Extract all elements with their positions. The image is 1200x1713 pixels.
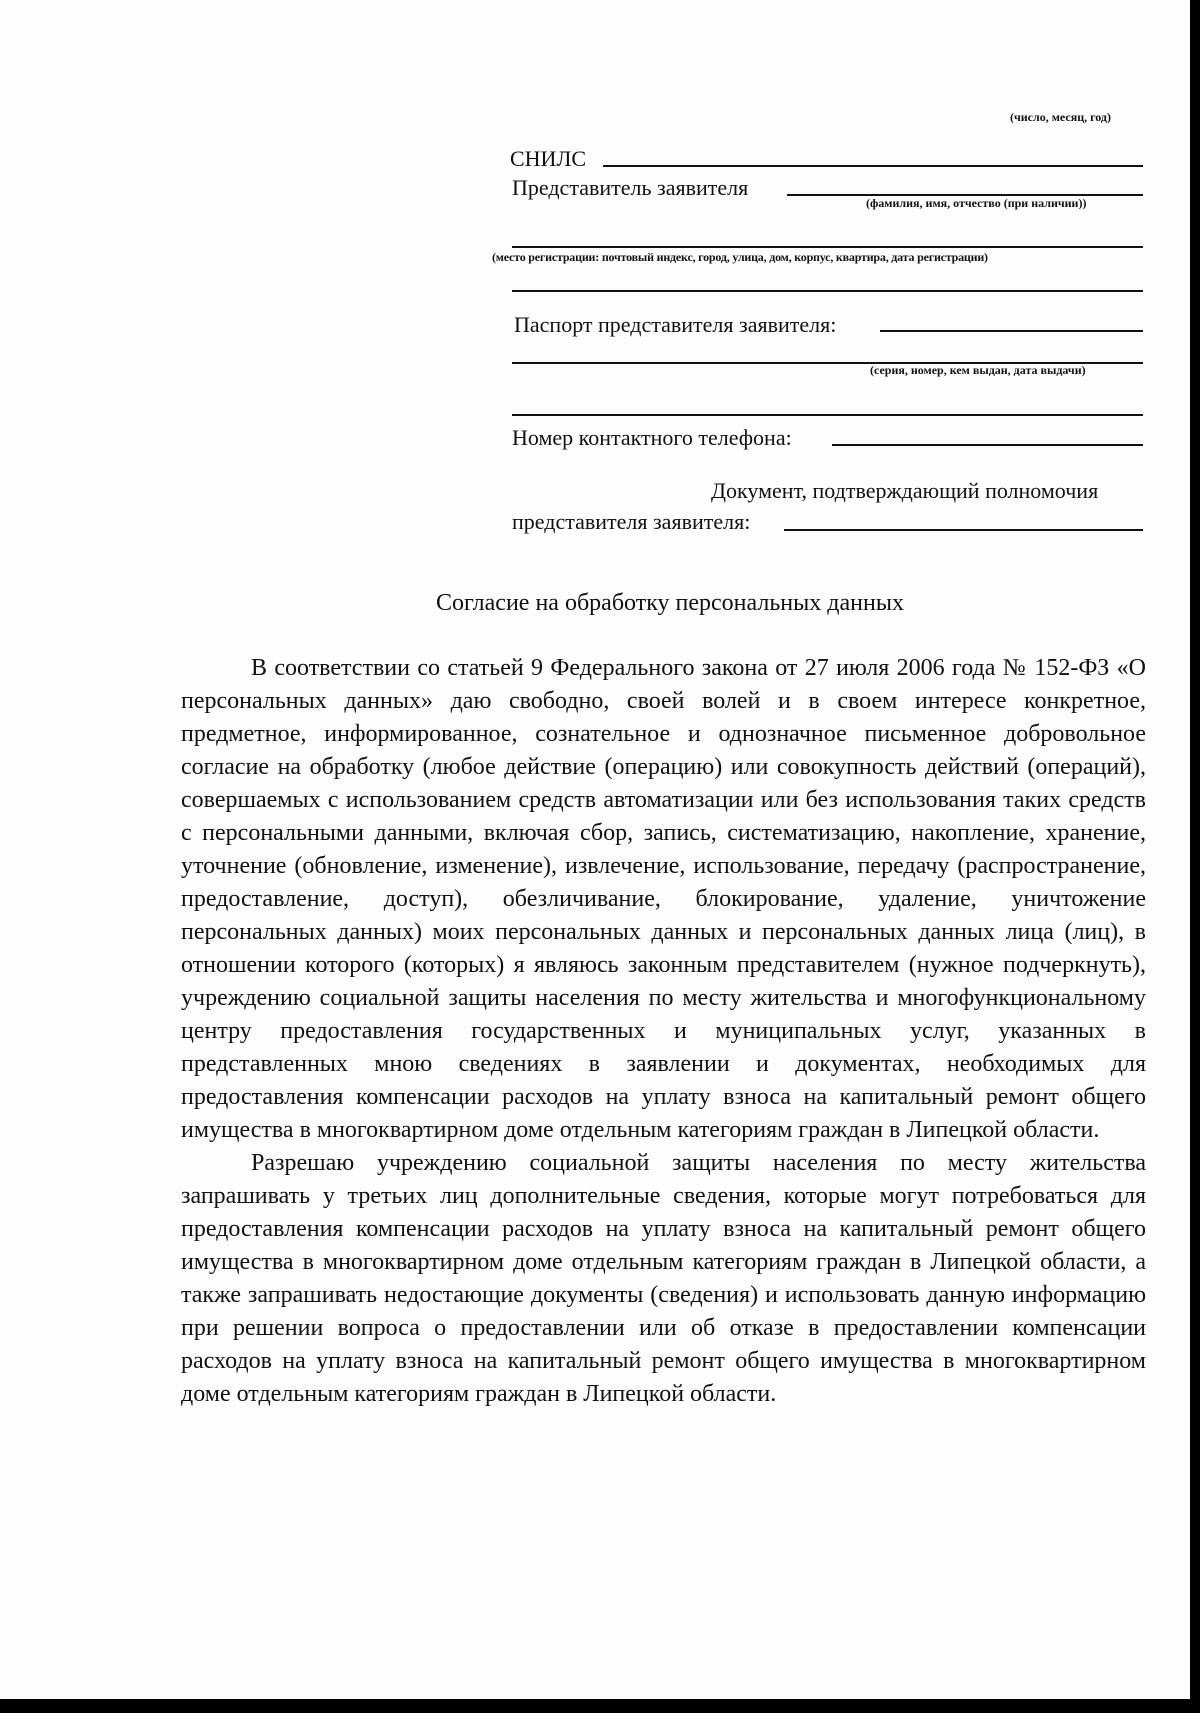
phone-field-line[interactable] [832,444,1143,446]
authority-field-line[interactable] [784,529,1143,531]
paragraph-permission: Разрешаю учреждению социальной защиты населения по месту жительства запрашивать у третьих лиц дополнительные сведения, которые могут потребоваться для предоставления компенсации расходов на уплату взноса на капитальный ремонт общего имущества в многоквартирном доме отдельным категориям граждан в Липецкой области, а также запрашивать недостающие документы (сведения) и использовать данную информацию при решении вопроса о предоставлении или об отказе в предоставлении компенсации расходов на уплату взноса на капитальный ремонт общего имущества в многоквартирном доме отдельным категориям граждан в Липецкой области. [181,1150,1146,1407]
passport-caption: (серия, номер, кем выдан, дата выдачи) [870,363,1086,377]
snils-field-line[interactable] [603,165,1143,167]
passport-field-line-3[interactable] [512,414,1143,416]
passport-field-line[interactable] [880,330,1143,332]
representative-label: Представитель заявителя [512,175,749,200]
representative-caption: (фамилия, имя, отчество (при наличии)) [866,196,1087,210]
authority-label-line-1: Документ, подтверждающий полномочия [711,478,1099,503]
document-body [181,652,1146,1411]
snils-label: СНИЛС [510,146,587,171]
paragraph-consent: В соответствии со статьей 9 Федерального закона от 27 июля 2006 года № 152-ФЗ «О персональных данных» даю свободно, своей волей и в своем интересе конкретное, предметное, информированное, сознательное и однозначное письменное добровольное согласие на обработку (любое действие (операцию) или совокупность действий (операций), совершаемых с использованием средств автоматизации или без использования таких средств с персональными данными, включая сбор, запись, систематизацию, накопление, хранение, уточнение (обновление, изменение), извлечение, использование, передачу (распространение, предоставление, доступ), обезличивание, блокирование, удаление, уничтожение персональных данных) моих персональных данных и персональных данных лица (лиц), в отношении которого (которых) я являюсь законным представителем (нужное подчеркнуть), учреждению социальной защиты населения по месту жительства и многофункциональному центру предоставления государственных и муниципальных услуг, указанных в представленных мною сведениях в заявлении и документах, необходимых для предоставления компенсации расходов на уплату взноса на капитальный ремонт общего имущества в многоквартирном доме отдельным категориям граждан в Липецкой области. [181,655,1146,1143]
registration-field-line[interactable] [512,246,1143,248]
scan-border-right [1190,0,1200,1713]
phone-label: Номер контактного телефона: [512,425,792,450]
registration-field-line-2[interactable] [512,290,1143,292]
registration-caption: (место регистрации: почтовый индекс, город, улица, дом, корпус, квартира, дата регистрации) [492,250,988,264]
passport-label: Паспорт представителя заявителя: [514,312,837,337]
authority-label-line-2: представителя заявителя: [512,509,751,534]
document-title: Согласие на обработку персональных данных [436,590,904,616]
date-caption: (число, месяц, год) [1010,110,1111,124]
scan-border-bottom [0,1699,1200,1713]
